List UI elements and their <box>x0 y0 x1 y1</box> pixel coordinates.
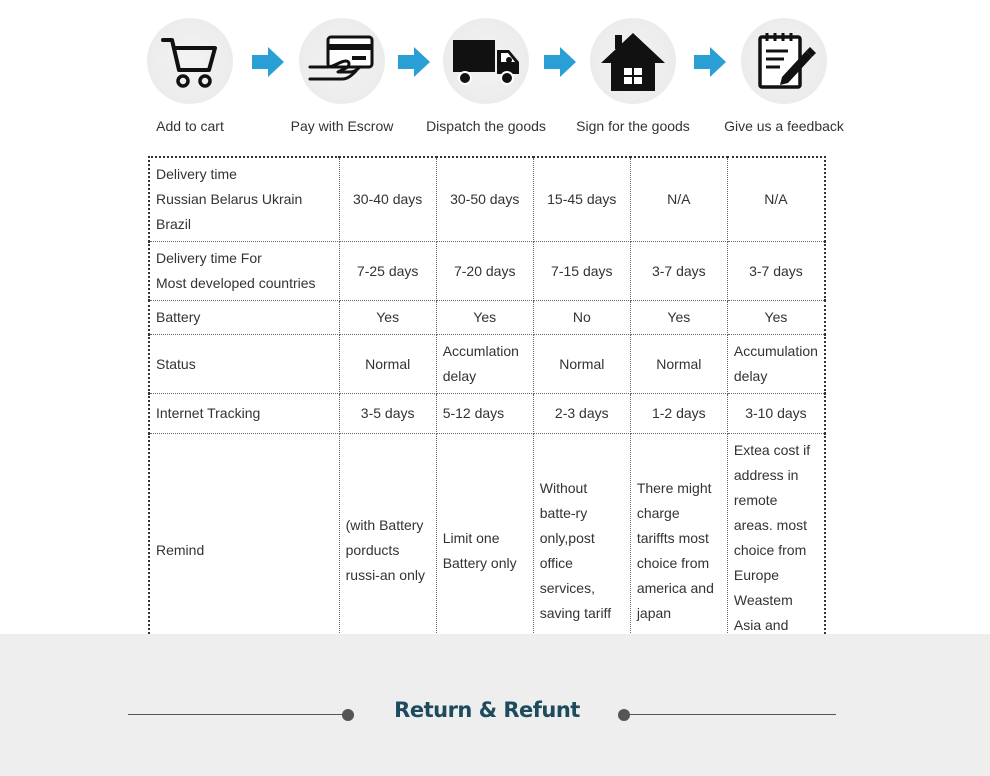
step-add-to-cart <box>110 18 270 134</box>
table-cell: Extea cost if address in remote areas. most choice from Europe Weastem Asia and <box>727 434 825 669</box>
row-header <box>149 242 339 301</box>
step-feedback <box>704 18 864 134</box>
table-cell: Normal <box>533 335 630 394</box>
table-row <box>149 301 825 335</box>
table-cell: Normal <box>630 335 727 394</box>
table-cell: Accumlation delay <box>436 335 533 394</box>
table-cell: There might charge tariffts most choice from america and japan <box>630 434 727 669</box>
shipping-comparison-table <box>148 156 826 669</box>
row-header-line: Delivery time <box>156 166 237 182</box>
table-row <box>149 335 825 394</box>
step-circle <box>443 18 529 104</box>
table-row <box>149 242 825 301</box>
divider-dot-right <box>618 709 630 721</box>
row-header-line: Russian Belarus Ukrain Brazil <box>156 191 303 232</box>
row-header-line: Most developed countries <box>156 275 316 291</box>
table-cell: 3-5 days <box>339 394 436 434</box>
credit-card-payment-icon <box>306 31 378 91</box>
table-cell: Yes <box>436 301 533 335</box>
step-circle <box>741 18 827 104</box>
step-label: Give us a feedback <box>724 118 844 134</box>
table-cell: (with Battery porducts russi-an only <box>339 434 436 669</box>
shopping-cart-icon <box>159 30 221 92</box>
table-cell: 3-7 days <box>727 242 825 301</box>
table-cell: Normal <box>339 335 436 394</box>
table-cell: 7-15 days <box>533 242 630 301</box>
table-row <box>149 394 825 434</box>
feedback-notepad-icon <box>752 29 816 93</box>
table-cell: No <box>533 301 630 335</box>
table-cell: N/A <box>630 157 727 242</box>
table-row <box>149 157 825 242</box>
section-title: Return & Refunt <box>394 698 580 722</box>
step-sign-goods <box>553 18 713 134</box>
table-cell: Limit one Battery only <box>436 434 533 669</box>
divider-dot-left <box>342 709 354 721</box>
step-circle <box>299 18 385 104</box>
order-process-steps <box>0 0 990 140</box>
table-cell: 30-40 days <box>339 157 436 242</box>
step-circle <box>590 18 676 104</box>
step-circle <box>147 18 233 104</box>
step-label: Pay with Escrow <box>290 118 394 134</box>
step-label: Add to cart <box>156 118 224 134</box>
table-cell: 2-3 days <box>533 394 630 434</box>
row-header: Remind <box>149 434 339 669</box>
table-cell: 30-50 days <box>436 157 533 242</box>
table-cell: N/A <box>727 157 825 242</box>
row-header <box>149 157 339 242</box>
table-cell: 3-7 days <box>630 242 727 301</box>
table-cell: Yes <box>727 301 825 335</box>
table-cell: Yes <box>339 301 436 335</box>
table-cell: 15-45 days <box>533 157 630 242</box>
table-cell: 5-12 days <box>436 394 533 434</box>
table-cell: 7-25 days <box>339 242 436 301</box>
step-label: Dispatch the goods <box>426 118 546 134</box>
delivery-truck-icon <box>449 34 523 88</box>
table-cell: 1-2 days <box>630 394 727 434</box>
step-label: Sign for the goods <box>576 118 690 134</box>
row-header-line: Delivery time For <box>156 250 262 266</box>
table-cell: 7-20 days <box>436 242 533 301</box>
return-refund-banner <box>0 634 990 776</box>
table-cell: 3-10 days <box>727 394 825 434</box>
row-header: Internet Tracking <box>149 394 339 434</box>
row-header: Battery <box>149 301 339 335</box>
table-cell: Accumulation delay <box>727 335 825 394</box>
table-row <box>149 434 825 669</box>
table-cell: Yes <box>630 301 727 335</box>
house-icon <box>599 29 667 93</box>
row-header: Status <box>149 335 339 394</box>
divider-line-left <box>128 714 348 715</box>
table-cell: Without batte-ry only,post office services, saving tariff <box>533 434 630 669</box>
divider-line-right <box>624 714 836 715</box>
